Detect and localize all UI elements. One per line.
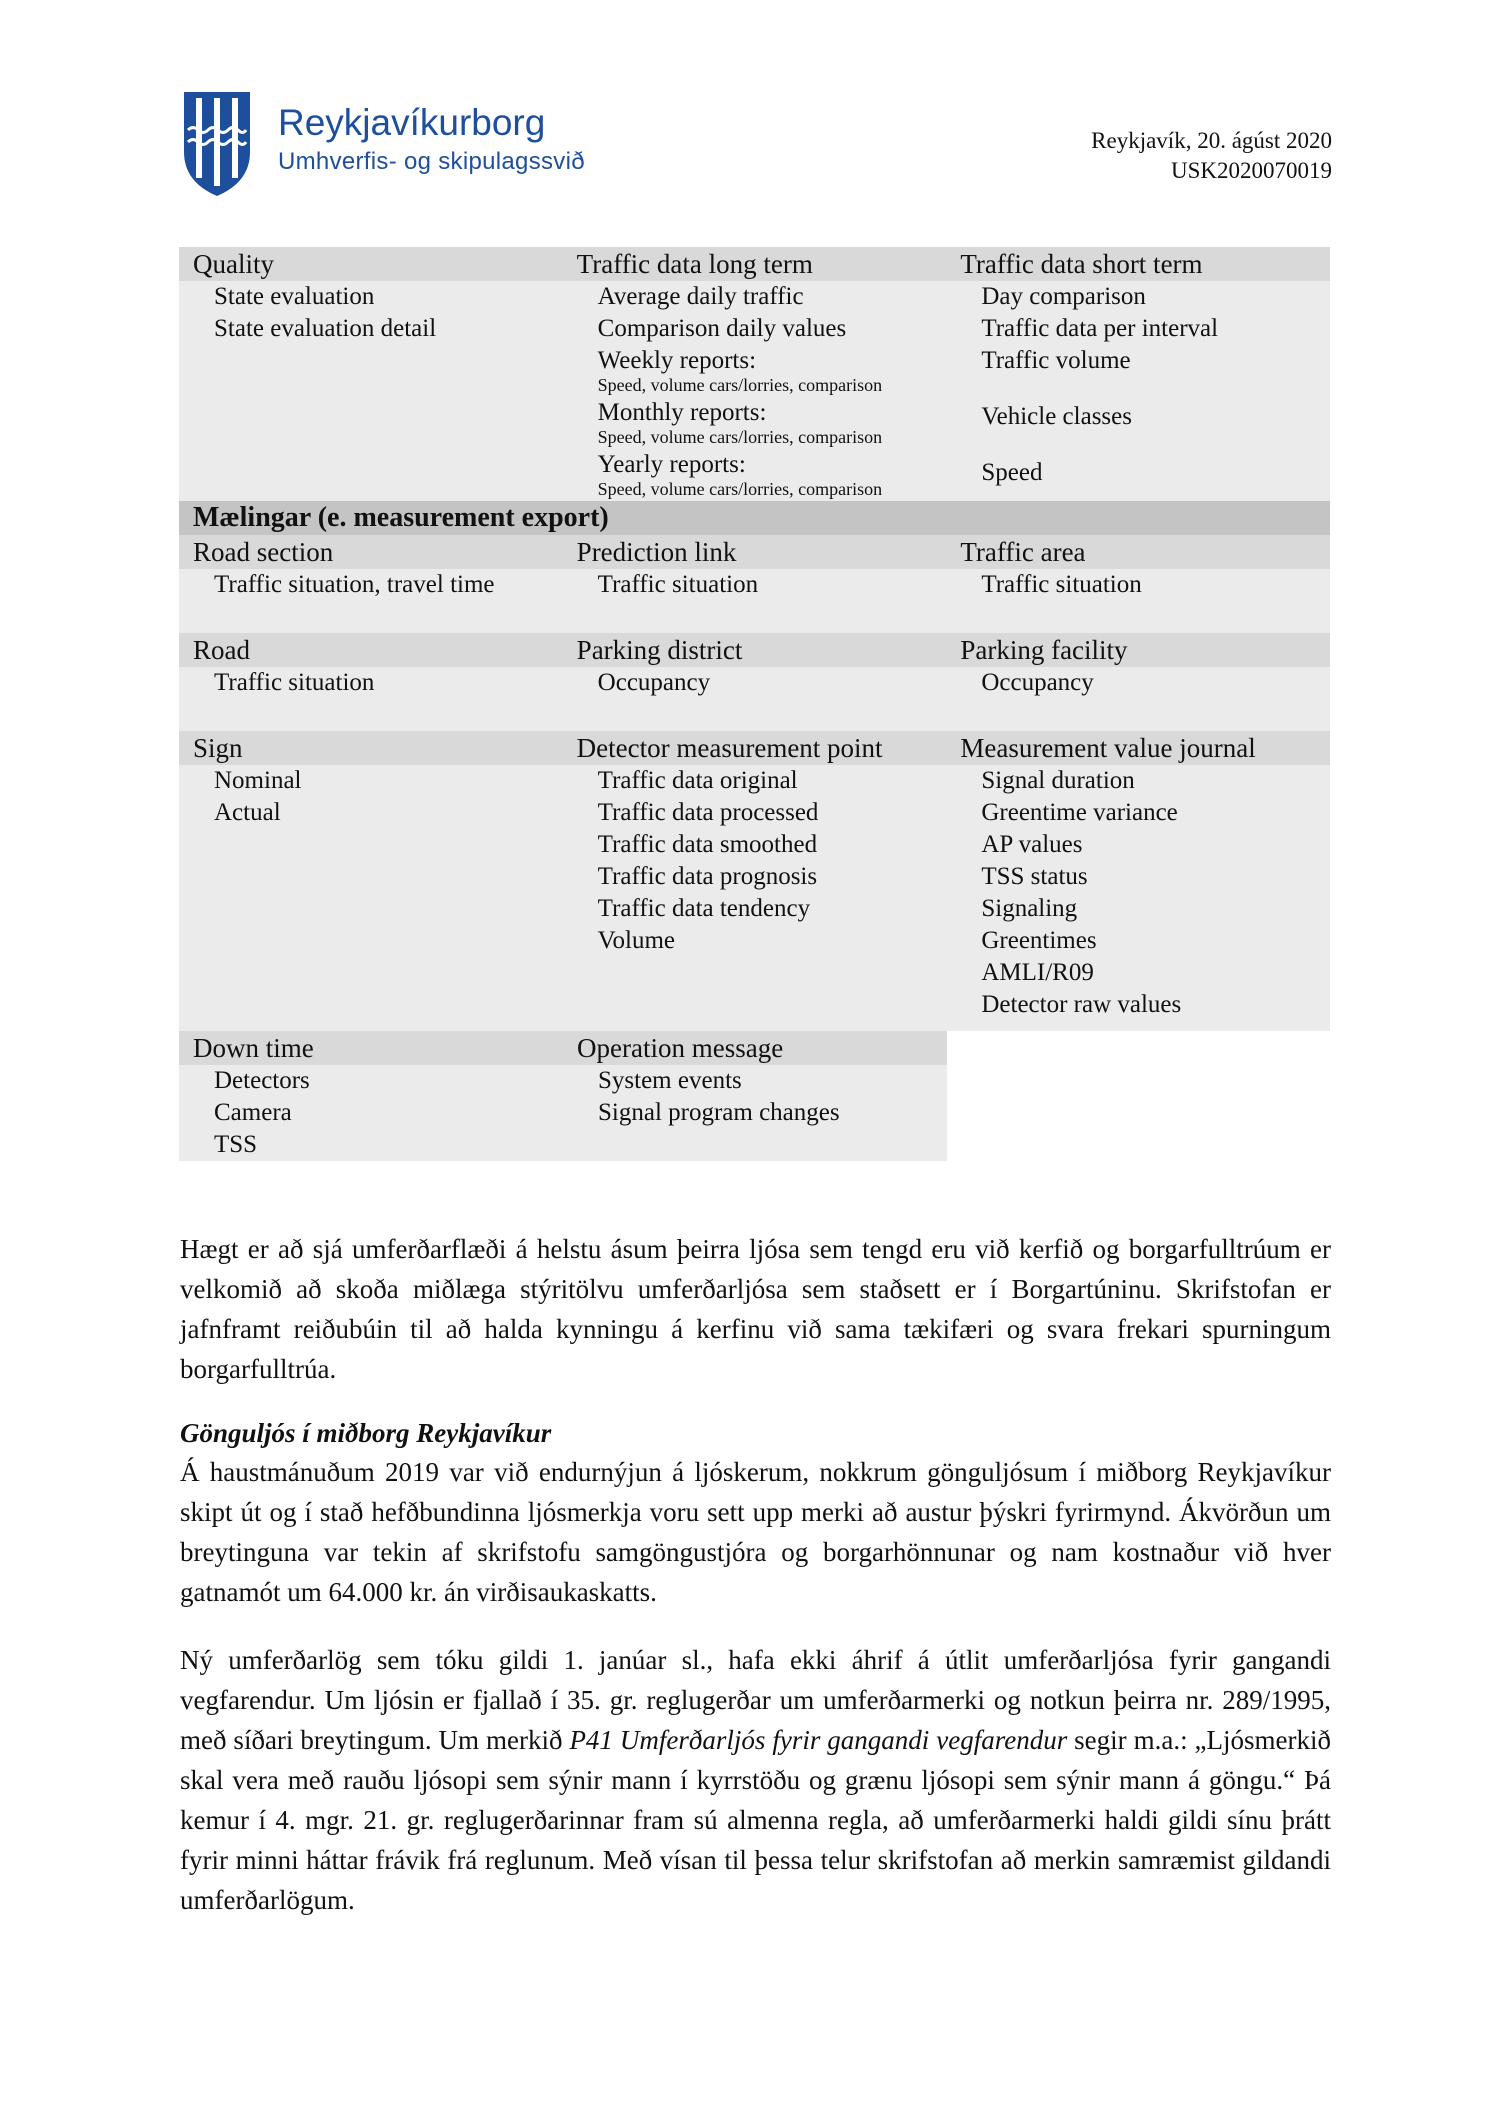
export-header (179, 501, 1330, 535)
list-item: Weekly reports: (597, 347, 757, 374)
list-item: Signal duration (981, 767, 1135, 794)
list-item: Vehicle classes (981, 403, 1132, 430)
column-header: Traffic data short term (960, 249, 1203, 279)
list-item: Comparison daily values (597, 315, 847, 342)
list-item: Speed (981, 459, 1043, 486)
feature-table (179, 247, 1330, 1161)
org-department: Umhverfis- og skipulagssvið (278, 148, 585, 175)
column-header: Down time (193, 1033, 314, 1063)
list-item: Traffic data processed (597, 799, 819, 826)
section-reports (179, 247, 1330, 501)
list-item: Nominal (214, 767, 302, 794)
list-item: Volume (597, 927, 675, 954)
column-header: Road section (193, 537, 334, 567)
column (563, 281, 947, 501)
column-header: Parking district (576, 635, 743, 665)
item-note: Speed, volume cars/lorries, comparison (597, 479, 883, 499)
list-item: Traffic situation (981, 571, 1142, 598)
section-sign-detector (179, 731, 1330, 1031)
list-item: Actual (214, 799, 281, 826)
column-header: Measurement value journal (960, 733, 1256, 763)
section-road-section (179, 535, 1330, 633)
column-header: Road (193, 635, 250, 665)
list-item: TSS status (981, 863, 1088, 890)
list-item: Traffic situation (214, 669, 375, 696)
org-logo (182, 90, 602, 200)
list-item: State evaluation (214, 283, 375, 310)
reference-number: USK2020070019 (1170, 158, 1332, 183)
section-down-time (179, 1031, 947, 1161)
list-item: Greentime variance (981, 799, 1178, 826)
list-item: Detectors (214, 1067, 310, 1094)
list-item: Signaling (981, 895, 1078, 922)
list-item: Occupancy (597, 669, 711, 696)
list-item: Occupancy (981, 669, 1094, 696)
list-item: Camera (214, 1099, 292, 1126)
column-header: Parking facility (960, 635, 1128, 665)
export-title: Mælingar (e. measurement export) (193, 502, 609, 533)
date-line: Reykjavík, 20. ágúst 2020 (1091, 128, 1332, 153)
list-item: Traffic data tendency (597, 895, 811, 922)
list-item: System events (598, 1067, 742, 1094)
letter-meta (1091, 126, 1332, 186)
section-header (179, 247, 1330, 281)
list-item: Detector raw values (981, 991, 1182, 1018)
org-name: Reykjavíkurborg (278, 102, 546, 143)
sign-reference: P41 Umferðarljós fyrir gangandi vegfarendur (569, 1725, 1068, 1755)
list-item: TSS (214, 1131, 258, 1158)
column-header: Sign (193, 733, 243, 763)
list-item: Traffic data original (597, 767, 798, 794)
list-item: Traffic data per interval (981, 315, 1219, 342)
list-item: Traffic data smoothed (597, 831, 818, 858)
column-header: Traffic data long term (576, 249, 813, 279)
column (179, 281, 563, 501)
list-item: AMLI/R09 (981, 959, 1094, 986)
section-heading: Gönguljós í miðborg Reykjavíkur (180, 1418, 552, 1448)
coat-of-arms-icon (182, 90, 252, 198)
section-road-parking (179, 633, 1330, 731)
column-header: Operation message (577, 1033, 784, 1063)
list-item: State evaluation detail (214, 315, 437, 342)
list-item: Average daily traffic (597, 283, 804, 310)
list-item: Greentimes (981, 927, 1097, 954)
list-item: Monthly reports: (597, 399, 767, 426)
list-item: Traffic volume (981, 347, 1131, 374)
list-item: Traffic situation (597, 571, 759, 598)
item-note: Speed, volume cars/lorries, comparison (597, 375, 883, 395)
list-item: Day comparison (981, 283, 1146, 310)
list-item: Yearly reports: (597, 451, 746, 478)
column-header: Detector measurement point (576, 733, 883, 763)
paragraph-pedestrian-lights: Á haustmánuðum 2019 var við endurnýjun á ljóskerum, nokkrum gönguljósum í miðborg Reykjavíkur skipt út og í stað hefðbundinna ljósmerkja voru sett upp merki að austur þýskri fyrirmynd. Ákvörðun um breytinguna var tekin af skrifstofu samgöngustjóra og borgarhönnunar og nam kostnaður við hver gatnamót um 64.000 kr. án virðisaukaskatts. (180, 1457, 1331, 1607)
column-header: Traffic area (960, 537, 1086, 567)
column (946, 281, 1330, 501)
list-item: Signal program changes (598, 1099, 840, 1126)
paragraph-traffic-law: Ný umferðarlög sem tóku gildi 1. janúar sl., hafa ekki áhrif á útlit umferðarljósa fyrir gangandi vegfarendur. Um ljósin er fjallað í 35. gr. reglugerðar um umferðarmerki og notkun þeirra nr. 289/1995, með síðari breytingum. Um merkið P41 Umferðarljós fyrir gangandi vegfarendur segir m.a.: „Ljósmerkið skal vera með rauðu ljósopi sem sýnir mann í kyrrstöðu og grænu ljósopi sem sýnir mann á göngu.“ Þá kemur í 4. mgr. 21. gr. reglugerðarinnar fram sú almenna regla, að umferðarmerki haldi gildi sínu þrátt fyrir minni háttar frávik frá reglunum. Með vísan til þessa telur skrifstofan að merkin samræmist gildandi umferðarlögum. (180, 1645, 1332, 1915)
column-header: Quality (193, 249, 274, 279)
list-item: Traffic data prognosis (597, 863, 818, 890)
list-item: Traffic situation, travel time (214, 571, 495, 598)
column-header: Prediction link (576, 537, 737, 567)
list-item: AP values (981, 831, 1083, 858)
paragraph-intro: Hægt er að sjá umferðarflæði á helstu ásum þeirra ljósa sem tengd eru við kerfið og borgarfulltrúum er velkomið að skoða miðlæga stýritölvu umferðarljósa sem staðsett er í Borgartúninu. Skrifstofan er jafnframt reiðubúin til að halda kynningu á kerfinu við sama tækifæri og svara frekari spurningum borgarfulltrúa. (180, 1234, 1331, 1384)
item-note: Speed, volume cars/lorries, comparison (597, 427, 883, 447)
